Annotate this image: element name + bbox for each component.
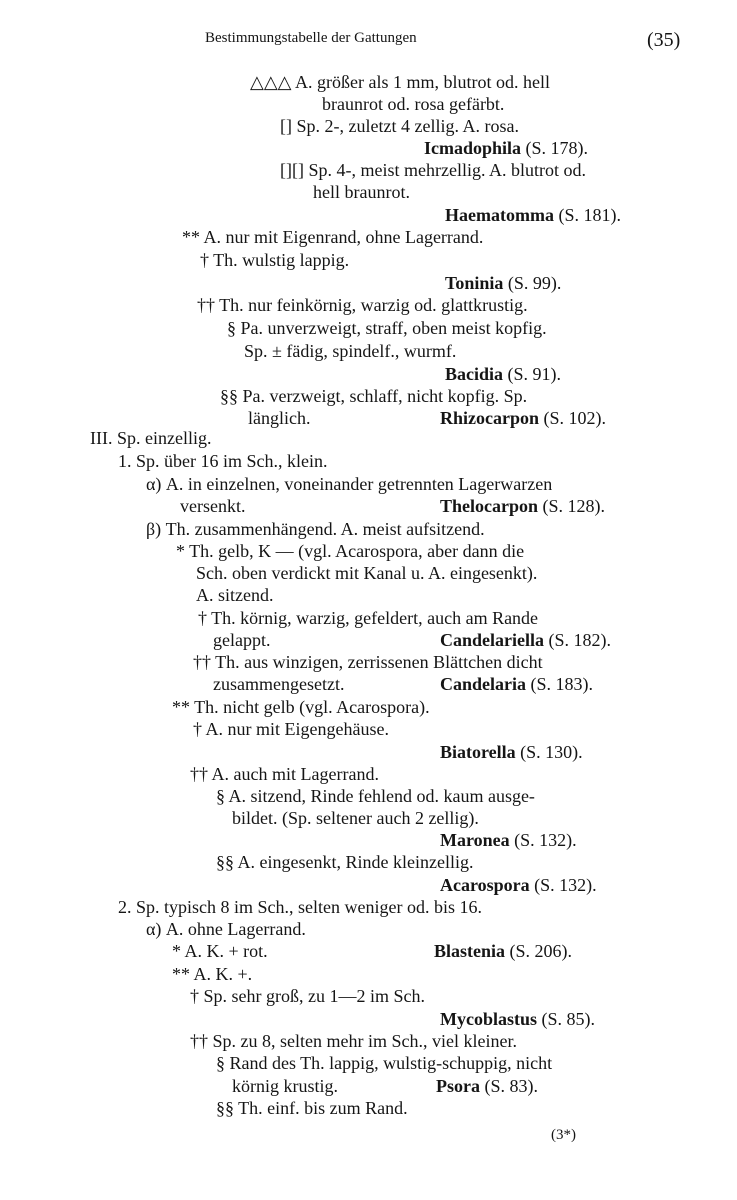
key-line: III. Sp. einzellig. — [90, 428, 212, 448]
key-line: § Pa. unverzweigt, straff, oben meist kopfig. — [227, 318, 547, 338]
genus-ref — [440, 742, 583, 762]
genus-ref — [440, 830, 577, 850]
genus-ref — [440, 1009, 595, 1029]
key-line: hell braunrot. — [313, 182, 410, 202]
key-line: A. sitzend. — [196, 585, 274, 605]
genus-page: (S. 182). — [548, 630, 611, 650]
genus-page: (S. 128). — [542, 496, 606, 516]
genus-page: (S. 178). — [525, 138, 589, 158]
genus-name: Haematomma — [445, 205, 554, 225]
key-line: ** A. nur mit Eigenrand, ohne Lagerrand. — [182, 227, 484, 247]
key-line: △△△ A. größer als 1 mm, blutrot od. hell — [250, 72, 550, 92]
key-line: α) A. ohne Lagerrand. — [146, 919, 306, 939]
genus-name: Psora — [436, 1076, 480, 1096]
key-line: ** A. K. +. — [172, 964, 253, 984]
key-line: versenkt. — [180, 496, 246, 516]
key-line: § Rand des Th. lappig, wulstig-schuppig, nicht — [216, 1053, 553, 1073]
key-line: † Sp. sehr groß, zu 1—2 im Sch. — [190, 986, 425, 1006]
genus-page: (S. 132). — [514, 830, 577, 850]
key-line: 1. Sp. über 16 im Sch., klein. — [118, 451, 328, 471]
page-number: (35) — [647, 29, 681, 51]
genus-ref — [445, 364, 561, 384]
genus-ref — [440, 630, 611, 650]
key-line: [][] Sp. 4-, meist mehrzellig. A. blutrot od. — [280, 160, 586, 180]
key-line: länglich. — [248, 408, 311, 428]
genus-name: Thelocarpon — [440, 496, 539, 516]
genus-name: Acarospora — [440, 875, 530, 895]
genus-page: (S. 83). — [484, 1076, 538, 1096]
key-line: * Th. gelb, K — (vgl. Acarospora, aber dann die — [176, 541, 525, 561]
key-line: † Th. körnig, warzig, gefeldert, auch am Rande — [198, 608, 539, 628]
genus-ref — [424, 138, 588, 158]
genus-ref — [436, 1076, 538, 1096]
genus-page: (S. 102). — [543, 408, 606, 428]
key-line: † A. nur mit Eigengehäuse. — [193, 719, 389, 739]
genus-name: Blastenia — [434, 941, 506, 961]
key-line: braunrot od. rosa gefärbt. — [322, 94, 505, 114]
key-line: †† Th. aus winzigen, zerrissenen Blättchen dicht — [193, 652, 543, 672]
key-line: ** Th. nicht gelb (vgl. Acarospora). — [172, 697, 430, 717]
key-line: * A. K. + rot. — [172, 941, 268, 961]
key-line: §§ A. eingesenkt, Rinde kleinzellig. — [216, 852, 474, 872]
key-line: Sch. oben verdickt mit Kanal u. A. eingesenkt). — [196, 563, 538, 583]
genus-page: (S. 183). — [530, 674, 594, 694]
genus-name: Maronea — [440, 830, 510, 850]
genus-page: (S. 130). — [520, 742, 583, 762]
key-line: gelappt. — [213, 630, 271, 650]
genus-ref — [434, 941, 572, 961]
genus-ref — [440, 408, 606, 428]
key-line: bildet. (Sp. seltener auch 2 zellig). — [232, 808, 479, 828]
genus-ref — [445, 205, 621, 225]
genus-ref — [445, 273, 561, 293]
genus-page: (S. 85). — [541, 1009, 596, 1029]
genus-name: Icmadophila — [424, 138, 522, 158]
key-line: §§ Th. einf. bis zum Rand. — [216, 1098, 408, 1118]
genus-name: Mycoblastus — [440, 1009, 538, 1029]
genus-name: Candelariella — [440, 630, 544, 650]
genus-ref — [440, 496, 605, 516]
key-line: † Th. wulstig lappig. — [200, 250, 350, 270]
key-line: [] Sp. 2-, zuletzt 4 zellig. A. rosa. — [280, 116, 519, 136]
genus-page: (S. 91). — [507, 364, 562, 384]
genus-ref — [440, 674, 593, 694]
key-line: § A. sitzend, Rinde fehlend od. kaum ausge- — [216, 786, 535, 806]
genus-name: Rhizocarpon — [440, 408, 539, 428]
key-line: Sp. ± fädig, spindelf., wurmf. — [244, 341, 457, 361]
key-line: †† A. auch mit Lagerrand. — [190, 764, 379, 784]
genus-name: Toninia — [445, 273, 504, 293]
key-line: †† Th. nur feinkörnig, warzig od. glattkrustig. — [197, 295, 528, 315]
key-line: β) Th. zusammenhängend. A. meist aufsitzend. — [146, 519, 485, 539]
genus-page: (S. 99). — [507, 273, 562, 293]
genus-page: (S. 181). — [558, 205, 621, 225]
genus-page: (S. 206). — [509, 941, 573, 961]
genus-name: Biatorella — [440, 742, 516, 762]
key-line: α) A. in einzelnen, voneinander getrennten Lagerwarzen — [146, 474, 553, 494]
key-line: 2. Sp. typisch 8 im Sch., selten weniger od. bis 16. — [118, 897, 482, 917]
running-title: Bestimmungstabelle der Gattungen — [205, 30, 417, 46]
signature-mark: (3*) — [551, 1127, 576, 1143]
genus-page: (S. 132). — [534, 875, 597, 895]
key-line: zusammengesetzt. — [213, 674, 345, 694]
genus-ref — [440, 875, 597, 895]
genus-name: Bacidia — [445, 364, 504, 384]
genus-name: Candelaria — [440, 674, 527, 694]
key-line: körnig krustig. — [232, 1076, 338, 1096]
key-line: †† Sp. zu 8, selten mehr im Sch., viel kleiner. — [190, 1031, 517, 1051]
key-line: §§ Pa. verzweigt, schlaff, nicht kopfig. Sp. — [220, 386, 528, 406]
